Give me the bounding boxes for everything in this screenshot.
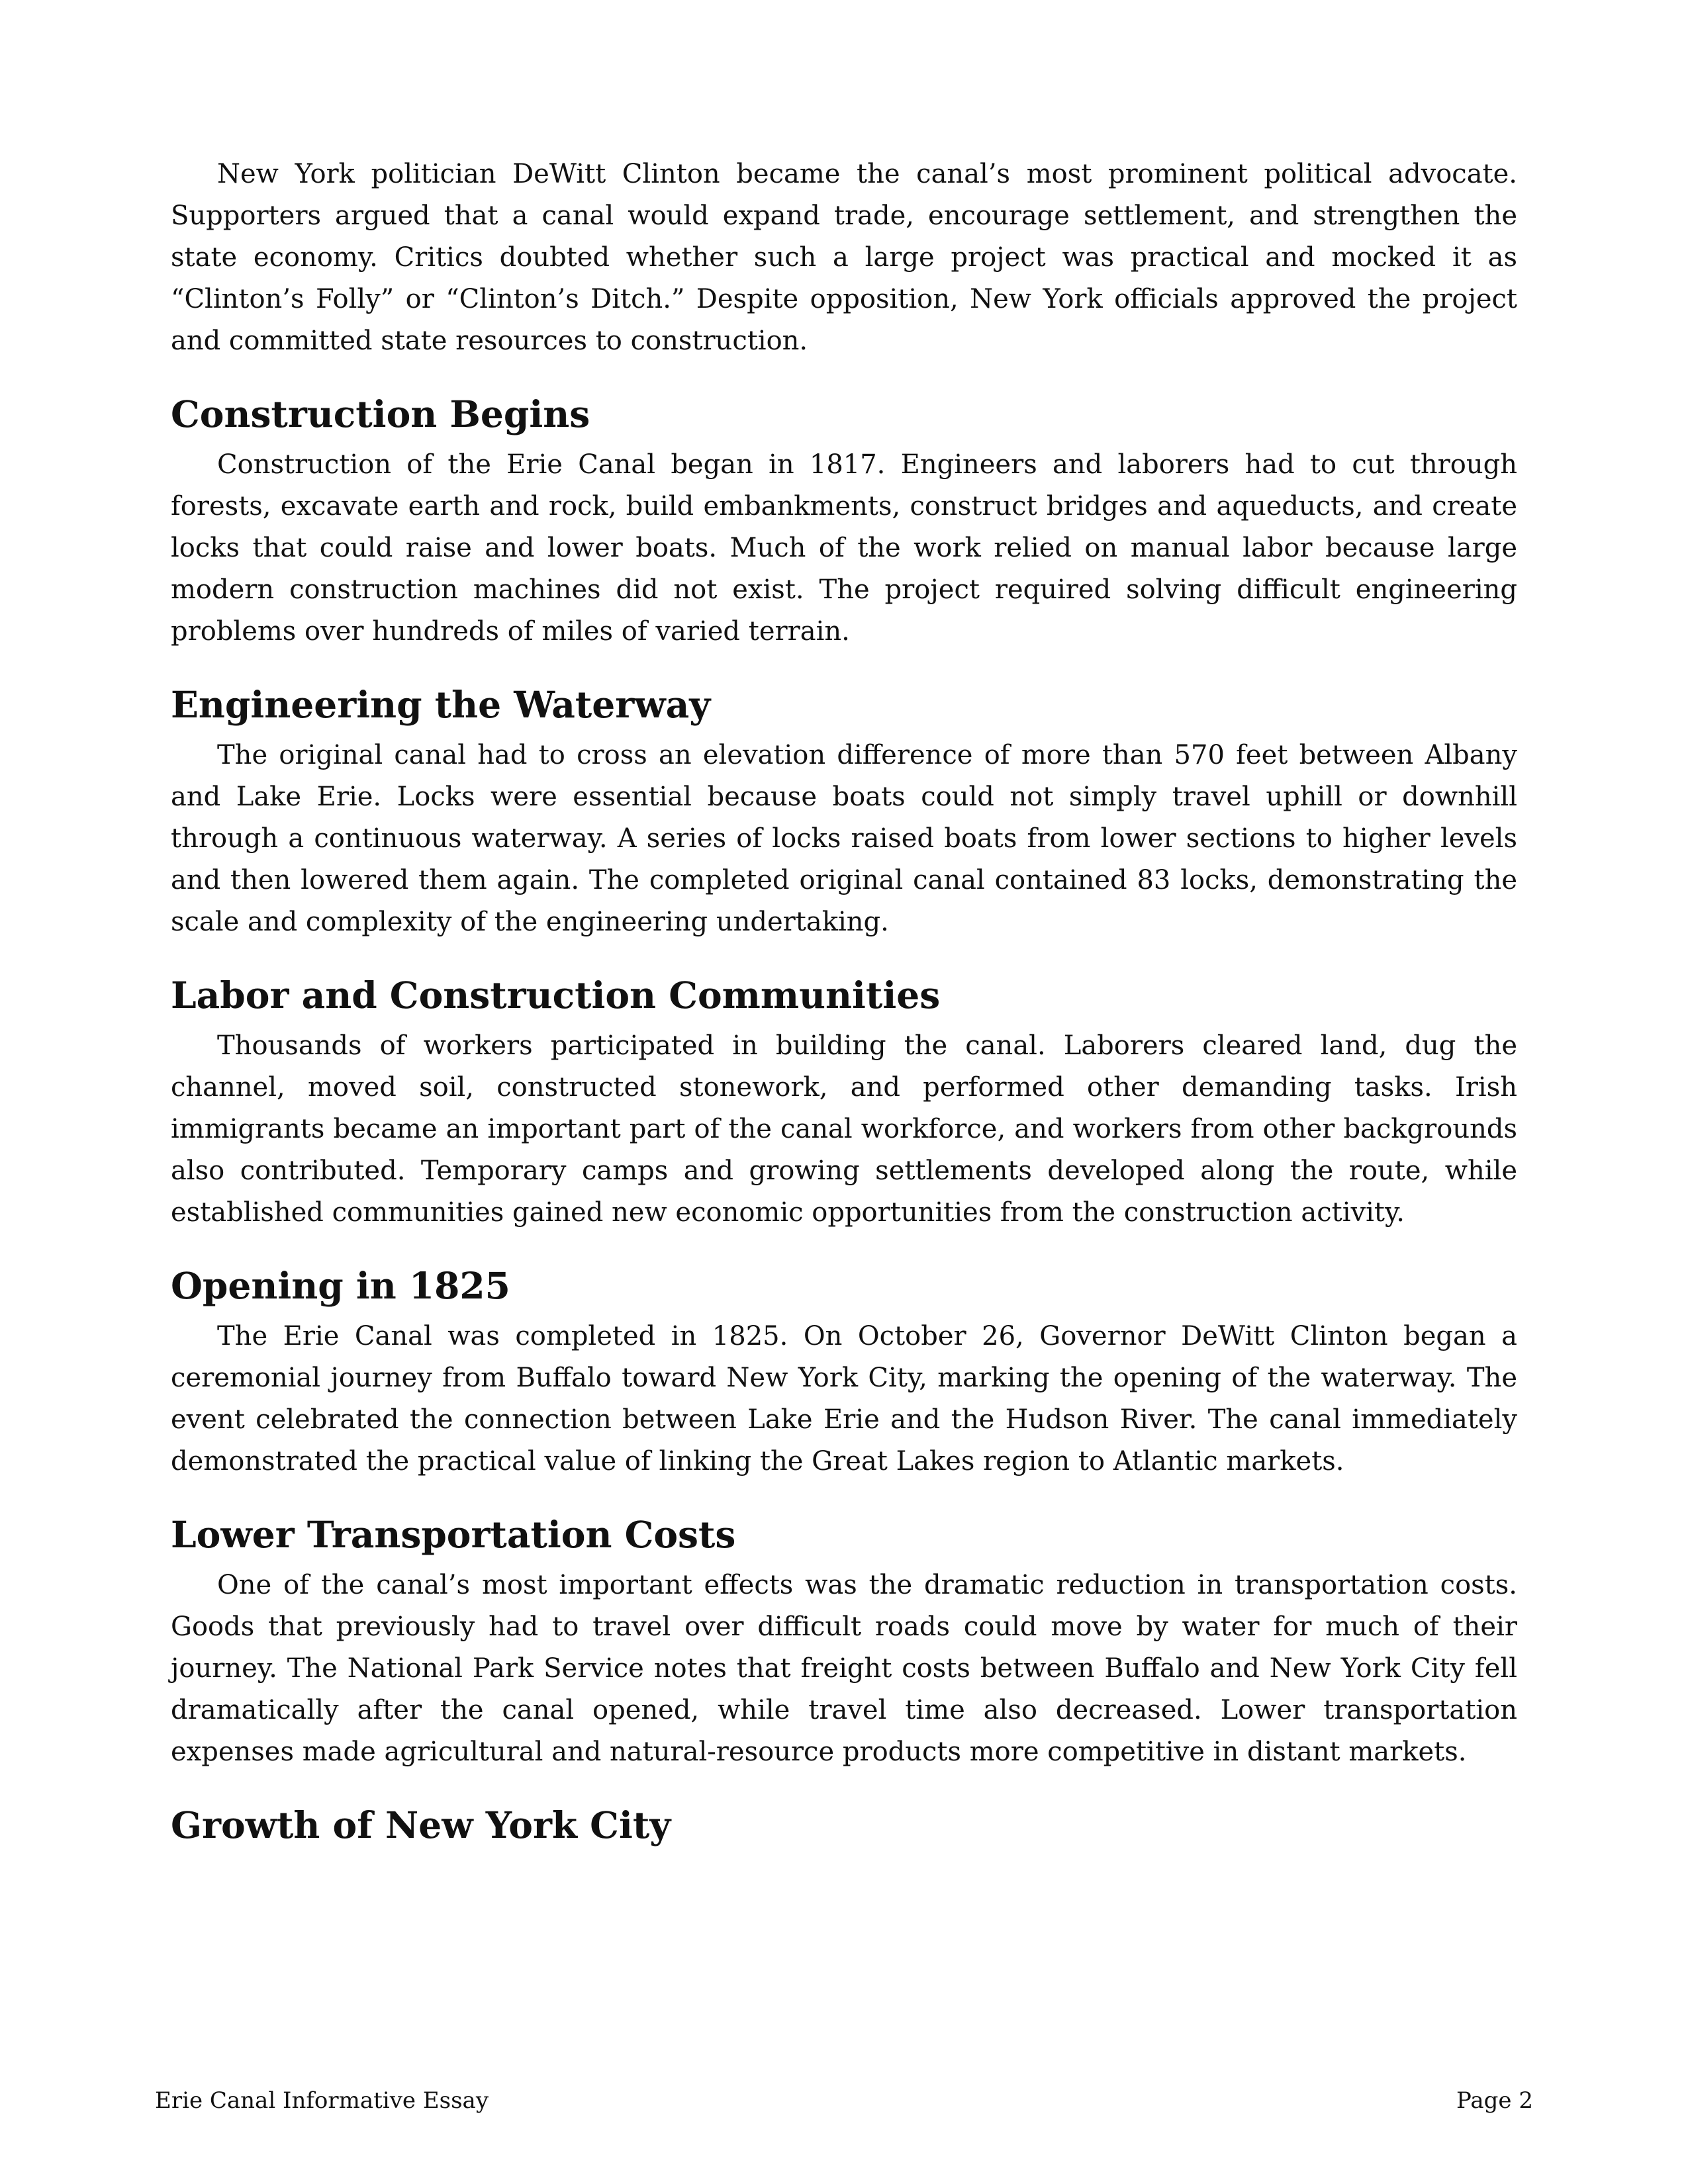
section-heading-engineering-waterway: Engineering the Waterway (171, 683, 711, 726)
section-paragraph-construction-begins: Construction of the Erie Canal began in 1817. Engineers and laborers had to cut through forests, excavate earth and rock, build embankments, construct bridges and aqueducts, and create locks that could raise and lower boats. Much of the work relied on manual labor because large modern construction machines did not exist. The project required solving difficult engineering problems over hundreds of miles of varied terrain. (171, 449, 1517, 647)
section-heading-labor-communities: Labor and Construction Communities (171, 974, 941, 1017)
intro-paragraph: New York politician DeWitt Clinton became the canal’s most prominent political advocate. Supporters argued that a canal would expand trade, encourage settlement, and strengthen the state economy. Critics doubted whether such a large project was practical and mocked it as “Clinton’s Folly” or “Clinton’s Ditch.” Despite opposition, New York officials approved the project and committed state resources to construction. (171, 159, 1517, 356)
section-heading-growth-nyc: Growth of New York City (171, 1803, 671, 1846)
section-heading-opening-1825: Opening in 1825 (171, 1264, 510, 1307)
footer-page-number: Page 2 (1456, 2087, 1533, 2114)
section-paragraph-opening-1825: The Erie Canal was completed in 1825. On October 26, Governor DeWitt Clinton began a ceremonial journey from Buffalo toward New York City, marking the opening of the waterway. The event celebrated the connection between Lake Erie and the Hudson River. The canal immediately demonstrated the practical value of linking the Great Lakes region to Atlantic markets. (171, 1321, 1517, 1477)
section-heading-lower-costs: Lower Transportation Costs (171, 1513, 736, 1556)
section-paragraph-engineering-waterway: The original canal had to cross an elevation difference of more than 570 feet between Albany and Lake Erie. Locks were essential because boats could not simply travel uphill or downhill through a continuous waterway. A series of locks raised boats from lower sections to higher levels and then lowered them again. The completed original canal contained 83 locks, demonstrating the scale and complexity of the engineering undertaking. (171, 740, 1517, 937)
footer-document-title: Erie Canal Informative Essay (155, 2087, 489, 2114)
section-paragraph-labor-communities: Thousands of workers participated in building the canal. Laborers cleared land, dug the channel, moved soil, constructed stonework, and performed other demanding tasks. Irish immigrants became an important part of the canal workforce, and workers from other backgrounds also contributed. Temporary camps and growing settlements developed along the route, while established communities gained new economic opportunities from the construction activity. (171, 1030, 1517, 1228)
page-content (171, 154, 1517, 1855)
section-heading-construction-begins: Construction Begins (171, 392, 590, 435)
section-paragraph-lower-costs: One of the canal’s most important effects was the dramatic reduction in transportation costs. Goods that previously had to travel over difficult roads could move by water for much of their journey. The National Park Service notes that freight costs between Buffalo and New York City fell dramatically after the canal opened, while travel time also decreased. Lower transportation expenses made agricultural and natural-resource products more competitive in distant markets. (171, 1570, 1517, 1767)
